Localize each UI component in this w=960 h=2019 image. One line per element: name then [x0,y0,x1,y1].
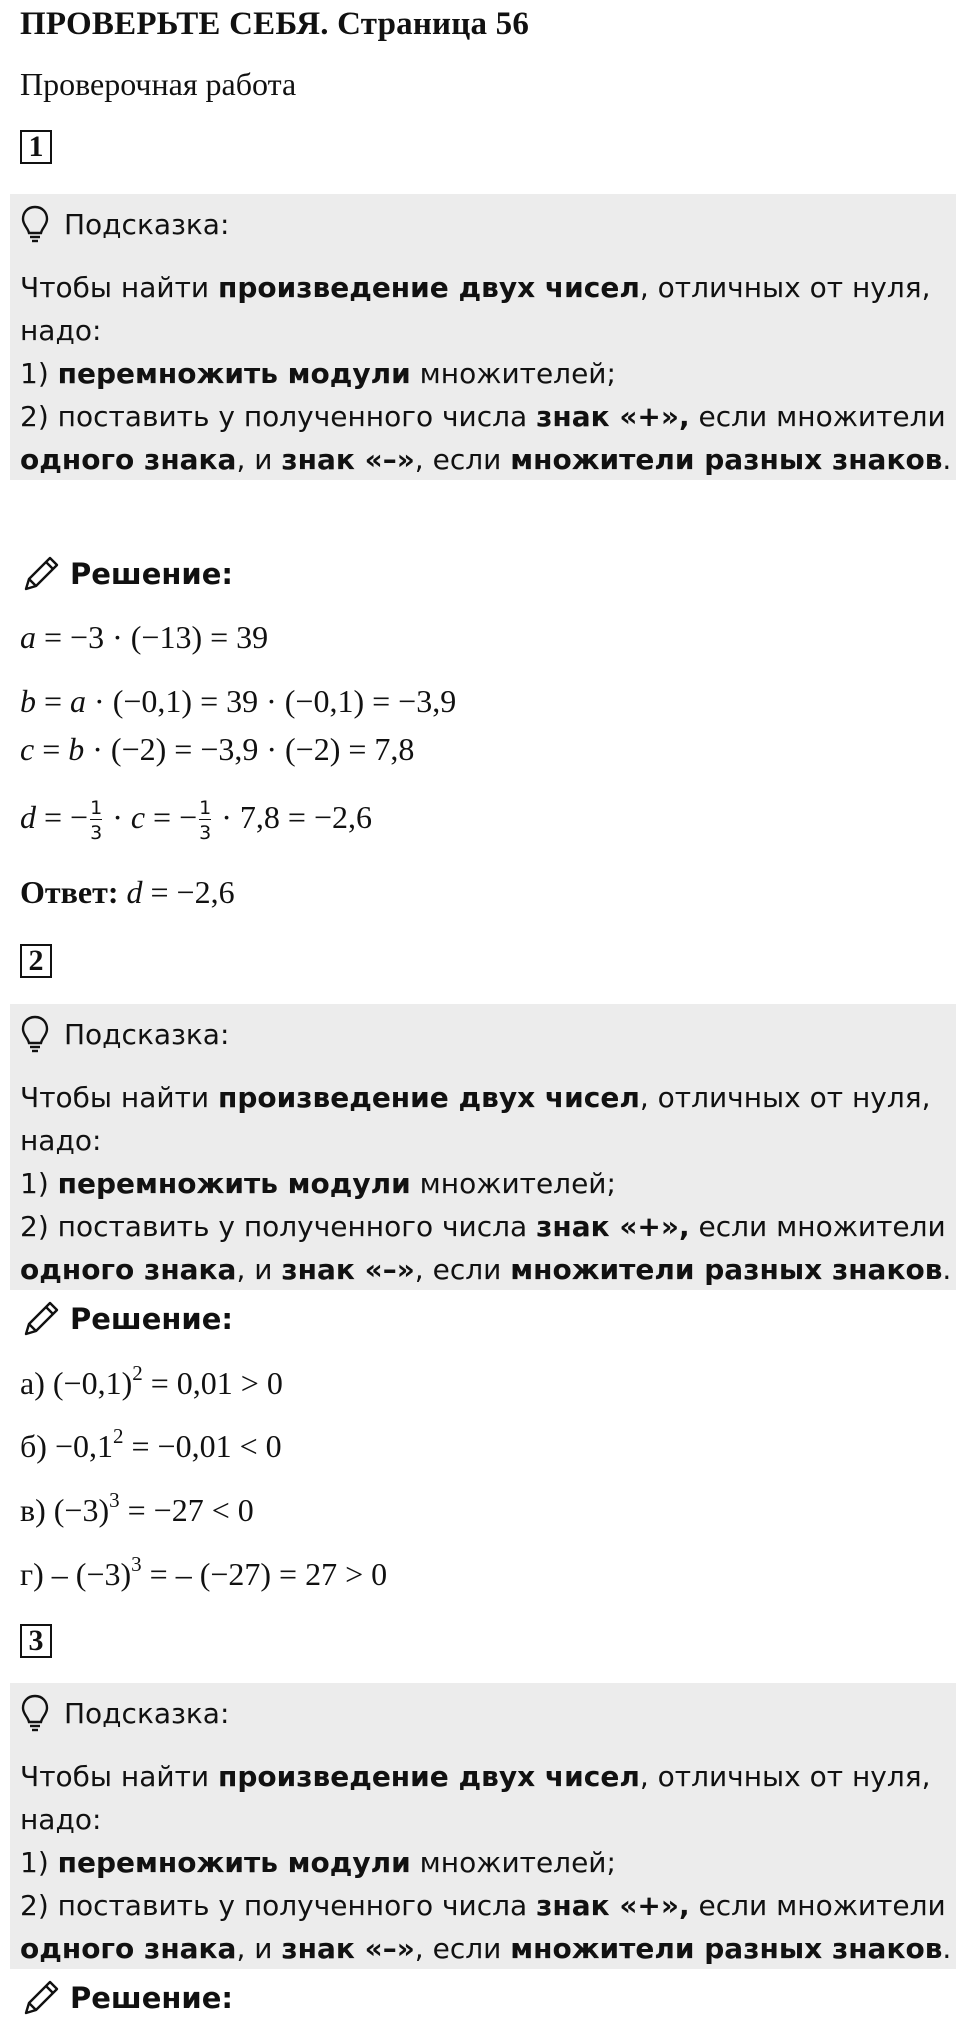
hint-text: Чтобы найти произведение двух чисел, отличных от нуля, надо: 1) перемножить модули множителей; 2) поставить у полученного числа знак «+», если множители одного знака, и знак «–», если множители разных знаков. [20,1760,952,1965]
fraction: $\frac{1}{3}$ [90,797,103,844]
page-title: ПРОВЕРЬТЕ СЕБЯ. Страница 56 [20,6,530,42]
answer-label: Ответ: [20,874,119,910]
equation-line: c = b · (−2) = −3,9 · (−2) = 7,8 [20,731,415,767]
solution-item: в) $(-3)^3 = -27 < 0$ [20,1488,254,1528]
lightbulb-icon [20,1014,50,1054]
answer-value: d = −2,6 [126,874,235,910]
hint-title: Подсказка: [64,207,230,241]
task-number-box: 3 [20,1624,52,1658]
lightbulb-icon [20,204,50,244]
equation-line: a = −3 · (−13) = 39 [20,619,269,655]
solution-item: а) $(-0,1)^2 = 0,01 > 0$ [20,1361,283,1401]
hint-header [20,1683,956,1741]
pencil-icon [20,1977,62,2019]
hint-box [10,194,956,480]
answer-line [20,874,235,911]
hint-box [10,1683,956,1969]
hint-box [10,1004,956,1290]
page-subtitle: Проверочная работа [20,66,297,102]
task-number-box: 1 [20,130,52,164]
hint-title: Подсказка: [64,1696,230,1730]
solution-header: Решение: [20,553,233,595]
pencil-icon [20,553,62,595]
hint-title: Подсказка: [64,1017,230,1051]
equation-line: d = − $\frac{1}{3}$ · c = − $\frac{1}{3}$ · 7,8 = −2,6 [20,797,372,844]
pencil-icon [20,1298,62,1340]
solution-item: $б) -0,1^2 = -0,01 < 0$ [20,1424,282,1464]
task-number-box: 2 [20,944,52,978]
hint-header [20,194,956,252]
solution-item: $г) - (-3)^3$ = – (−27) = 27 > 0 [20,1552,388,1592]
equation-line: b = a · (−0,1) = 39 · (−0,1) = −3,9 [20,683,457,719]
fraction: $\frac{1}{3}$ [199,797,212,844]
solution-header: Решение: [20,1298,233,1340]
lightbulb-icon [20,1693,50,1733]
hint-header [20,1004,956,1062]
hint-text: Чтобы найти произведение двух чисел, отличных от нуля, надо: 1) перемножить модули множителей; 2) поставить у полученного числа знак «+», если множители одного знака, и знак «–», если множители разных знаков. [20,271,952,476]
solution-header: Решение: [20,1977,233,2019]
hint-text: Чтобы найти произведение двух чисел, отличных от нуля, надо: 1) перемножить модули множителей; 2) поставить у полученного числа знак «+», если множители одного знака, и знак «–», если множители разных знаков. [20,1081,952,1286]
